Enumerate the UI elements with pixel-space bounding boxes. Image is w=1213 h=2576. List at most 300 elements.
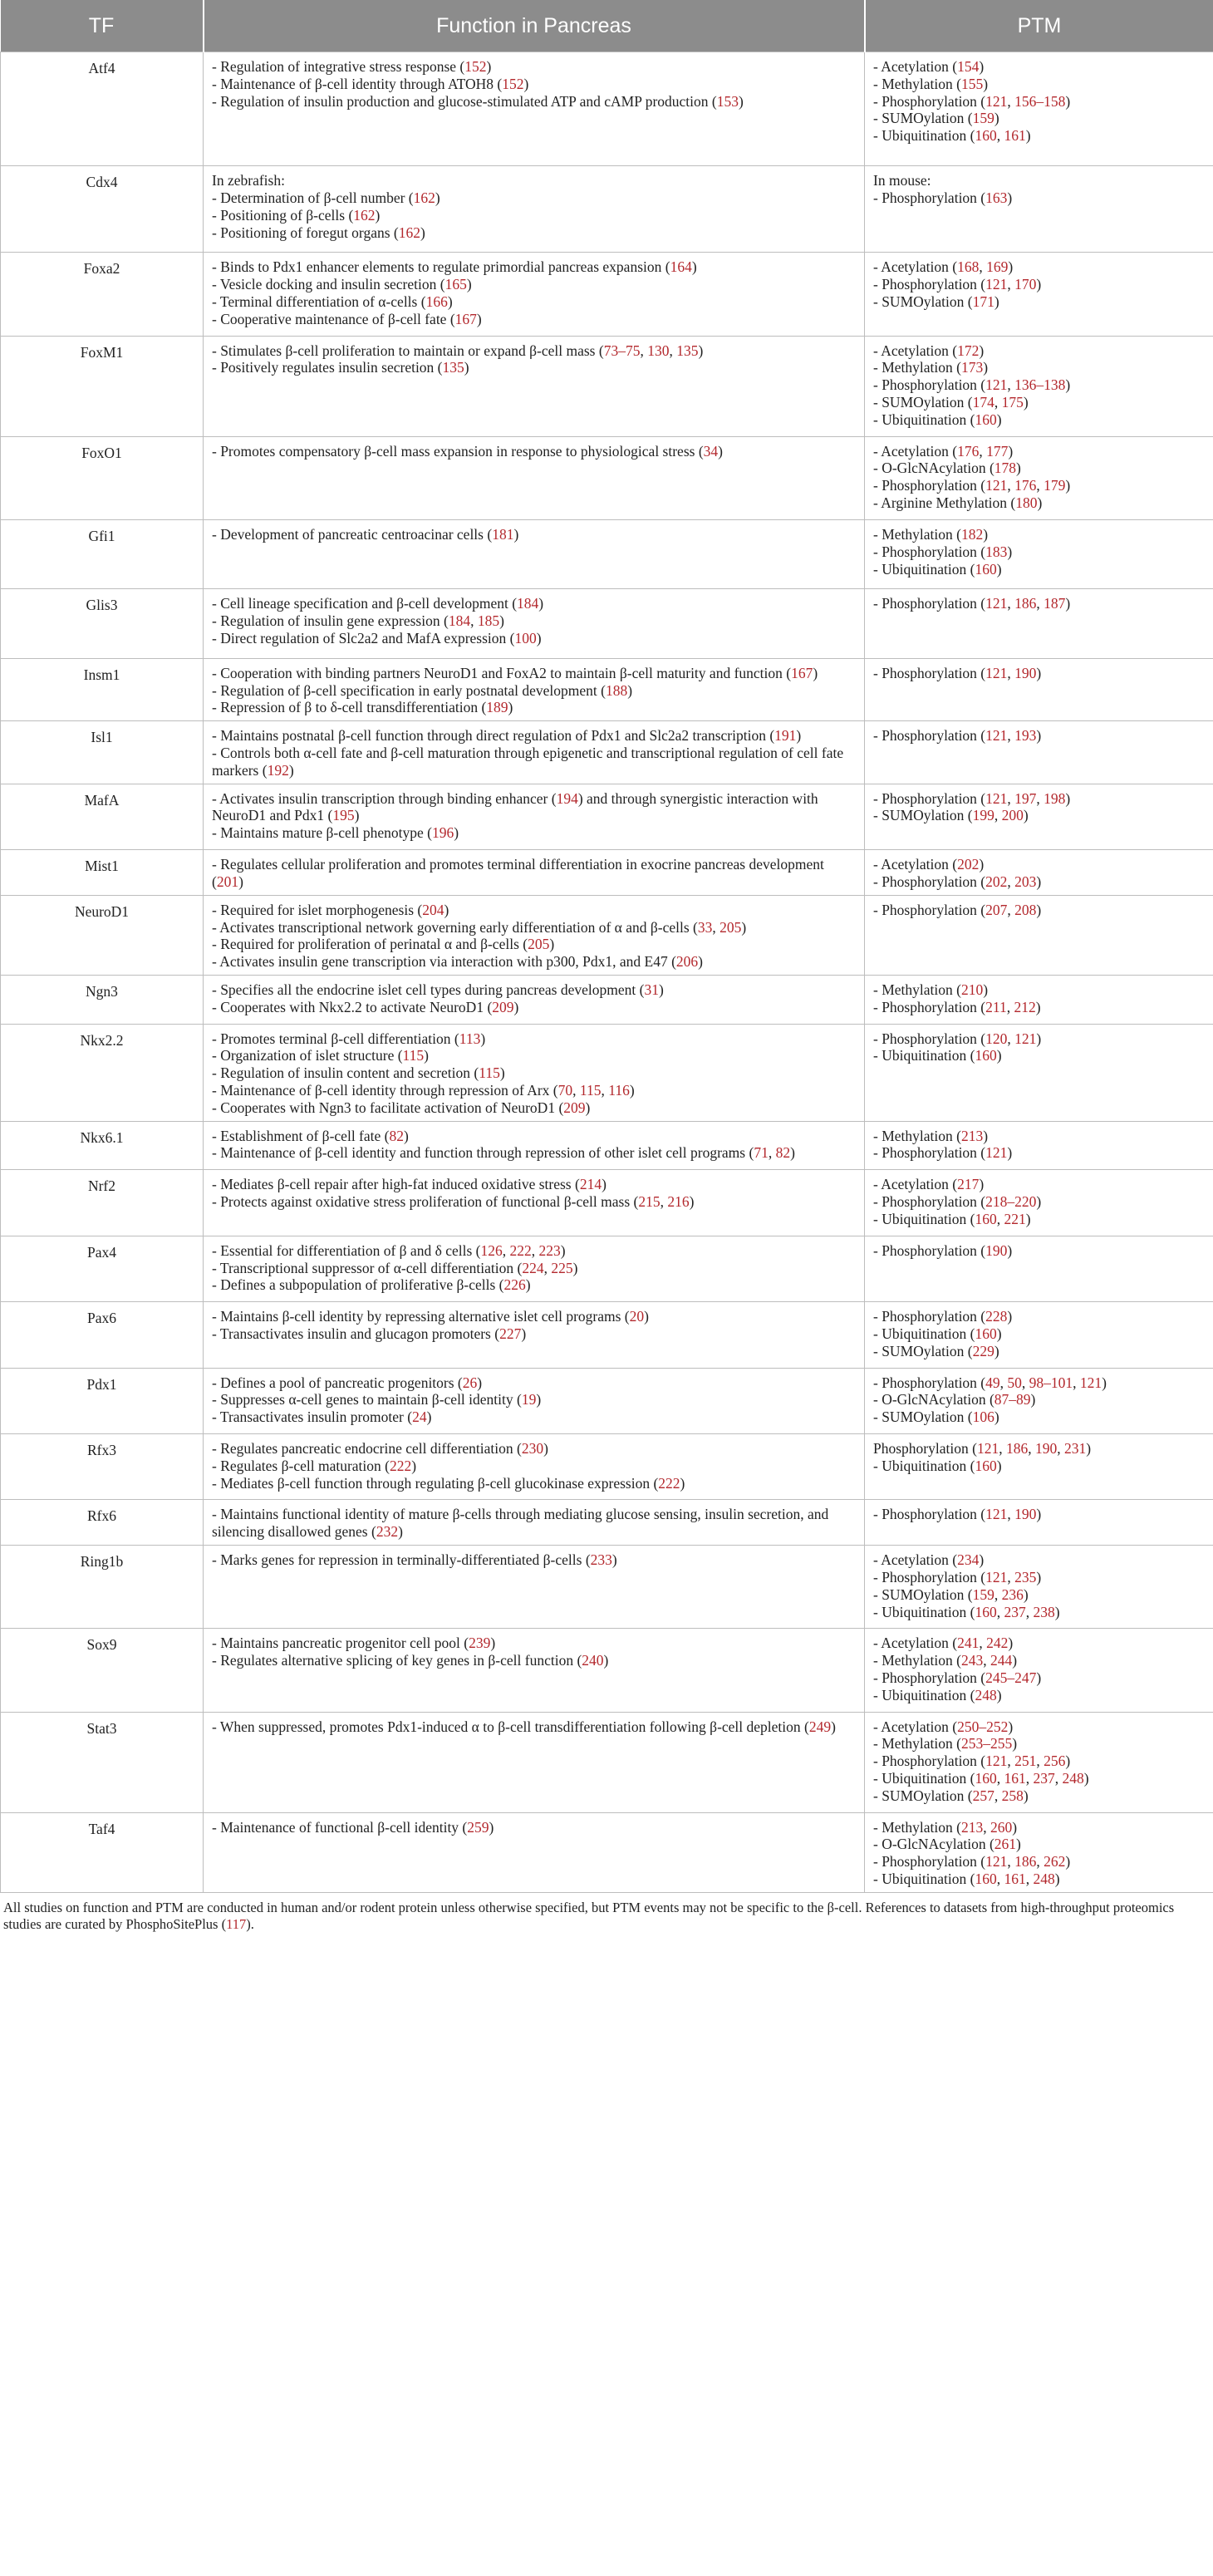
reference-link: 200 [1001, 807, 1024, 824]
text-segment: , [669, 342, 677, 359]
reference-link: 184 [517, 595, 539, 612]
table-row [1, 850, 1213, 896]
function-cell [204, 850, 865, 896]
text-segment: ) [1065, 595, 1071, 612]
text-segment: ) [996, 410, 1002, 428]
text-segment: - Defines a pool of pancreatic progenitors ( [212, 1374, 463, 1391]
reference-link: 34 [703, 442, 719, 460]
reference-link: 169 [986, 258, 1009, 276]
reference-link: 244 [990, 1652, 1013, 1669]
text-segment: ) [426, 1408, 432, 1426]
text-segment: - Methylation ( [873, 525, 961, 543]
function-cell [204, 895, 865, 975]
text-segment: - Phosphorylation ( [873, 789, 986, 807]
function-item [212, 189, 856, 207]
reference-link: 116 [608, 1082, 630, 1099]
function-item [212, 207, 856, 224]
ptm-item [873, 807, 1205, 824]
ptm-item [873, 258, 1205, 276]
text-segment: - Defines a subpopulation of proliferative β-cells ( [212, 1276, 504, 1294]
text-segment: ) [994, 293, 999, 310]
reference-link: 176 [957, 442, 980, 460]
text-segment: ) [543, 1440, 548, 1457]
text-segment: - Phosphorylation ( [873, 1374, 986, 1391]
table-row [1, 336, 1213, 436]
function-item [212, 1242, 856, 1260]
text-segment: ) [994, 1408, 999, 1426]
reference-link: 229 [972, 1342, 994, 1359]
text-segment: ) [1065, 477, 1071, 494]
reference-link: 162 [353, 206, 376, 224]
ptm-item [873, 58, 1205, 76]
text-segment: ) [521, 1325, 527, 1342]
reference-link: 170 [1014, 276, 1037, 293]
function-item [212, 919, 856, 937]
ptm-cell [865, 895, 1213, 975]
text-segment: - Binds to Pdx1 enhancer elements to regulate primordial pancreas expansion ( [212, 258, 670, 276]
reference-link: 121 [985, 727, 1008, 745]
reference-link: 121 [985, 1144, 1008, 1162]
text-segment: - Regulation of β-cell specification in early postnatal development ( [212, 681, 606, 699]
reference-link: 190 [1014, 664, 1037, 681]
table-row [1, 519, 1213, 588]
function-item [212, 999, 856, 1016]
ptm-item [873, 526, 1205, 543]
reference-link: 202 [957, 856, 980, 873]
reference-link: 181 [492, 525, 514, 543]
text-segment: - Phosphorylation ( [873, 595, 986, 612]
reference-link: 152 [464, 58, 487, 75]
reference-link: 190 [1014, 1506, 1037, 1523]
text-segment: - Acetylation ( [873, 1551, 958, 1569]
table-row [1, 1546, 1213, 1629]
reference-link: 50 [1007, 1374, 1022, 1391]
function-cell [204, 1546, 865, 1629]
reference-link: 161 [1004, 127, 1026, 145]
reference-link: 121 [985, 276, 1008, 293]
text-segment: ) [996, 1047, 1002, 1064]
function-item [212, 790, 856, 825]
text-segment: - Ubiquitination ( [873, 1210, 975, 1227]
ptm-item [873, 1853, 1205, 1871]
table-row [1, 436, 1213, 519]
ptm-item [873, 1836, 1205, 1853]
ptm-item [873, 394, 1205, 411]
reference-link: 186 [1005, 1440, 1029, 1457]
text-segment: - Terminal differentiation of α-cells ( [212, 293, 426, 310]
reference-link: 130 [647, 342, 670, 359]
reference-link: 190 [985, 1241, 1008, 1259]
text-segment: - Methylation ( [873, 1735, 961, 1753]
reference-link: 240 [582, 1652, 604, 1669]
text-segment: - Phosphorylation ( [873, 901, 986, 918]
reference-link: 135 [676, 342, 699, 359]
tf-name-cell: Mist1 [1, 850, 204, 896]
text-segment: - Methylation ( [873, 1652, 961, 1669]
reference-link: 213 [960, 1818, 984, 1836]
text-segment: ) [831, 1718, 836, 1735]
tf-name-cell: Nkx6.1 [1, 1121, 204, 1170]
reference-link: 152 [502, 75, 524, 92]
text-segment: ) [983, 359, 989, 376]
reference-link: 100 [514, 629, 537, 646]
text-segment: - Arginine Methylation ( [873, 494, 1016, 512]
text-segment: - Activates insulin transcription through binding enhancer ( [212, 789, 557, 807]
ptm-item [873, 189, 1205, 207]
text-segment: ) [288, 761, 294, 779]
text-segment: , [1025, 1770, 1034, 1787]
text-segment: - Required for islet morphogenesis ( [212, 901, 423, 918]
reference-link: 159 [972, 1585, 994, 1603]
reference-link: 26 [462, 1374, 478, 1391]
tf-name-cell: Glis3 [1, 589, 204, 658]
text-segment: ) [536, 1391, 542, 1408]
reference-link: 237 [1004, 1603, 1026, 1620]
reference-link: 250–252 [957, 1718, 1009, 1735]
text-segment: ) [1023, 1585, 1029, 1603]
text-segment: - Promotes compensatory β-cell mass expansion in response to physiological stress ( [212, 442, 704, 460]
text-segment: - Repression of β to δ-cell transdifferentiation ( [212, 699, 487, 716]
text-segment: , [1025, 1603, 1034, 1620]
text-segment: , [1036, 1853, 1044, 1871]
tf-name-cell: Rfx3 [1, 1434, 204, 1500]
reference-link: 256 [1044, 1753, 1066, 1770]
reference-link: 249 [808, 1718, 832, 1735]
reference-link: 198 [1044, 789, 1066, 807]
reference-link: 234 [957, 1551, 980, 1569]
reference-link: 186 [1014, 1853, 1037, 1871]
reference-link: 113 [459, 1030, 481, 1047]
text-segment: - Regulation of integrative stress response ( [212, 58, 465, 75]
table-body [1, 52, 1213, 1893]
text-segment: , [1007, 1030, 1015, 1047]
text-segment: - Acetylation ( [873, 1718, 958, 1735]
ptm-item [873, 276, 1205, 293]
reference-link: 178 [994, 460, 1017, 477]
text-segment: ) [979, 58, 985, 75]
tf-name-cell: Pax6 [1, 1302, 204, 1368]
table-row [1, 784, 1213, 849]
ptm-item [873, 595, 1205, 612]
text-segment: ) [447, 293, 453, 310]
text-segment: - Acetylation ( [873, 342, 958, 359]
reference-link: 154 [957, 58, 980, 75]
text-segment: - Cooperative maintenance of β-cell fate ( [212, 310, 455, 327]
function-item [212, 359, 856, 376]
reference-link: 194 [556, 789, 578, 807]
text-segment: - Ubiquitination ( [873, 1325, 975, 1342]
function-item [212, 630, 856, 647]
text-segment: ) [560, 1241, 566, 1259]
text-segment: ) [1065, 1853, 1071, 1871]
text-segment: ) [1036, 873, 1042, 890]
reference-link: 160 [975, 1457, 997, 1474]
tf-name-cell: Isl1 [1, 721, 204, 784]
ptm-cell [865, 519, 1213, 588]
text-segment: ) [741, 918, 747, 936]
ptm-item [873, 727, 1205, 745]
reference-link: 121 [985, 789, 1008, 807]
text-segment: ) [1008, 1635, 1014, 1652]
text-segment: ) [1012, 1818, 1018, 1836]
function-item [212, 682, 856, 700]
reference-link: 203 [1014, 873, 1037, 890]
text-segment: ) [1036, 1030, 1042, 1047]
reference-link: 239 [469, 1635, 491, 1652]
reference-link: 160 [975, 1871, 997, 1888]
function-item [212, 824, 856, 842]
ptm-item [873, 1440, 1205, 1458]
reference-link: 136–138 [1014, 376, 1066, 394]
function-item [212, 172, 856, 189]
function-cell [204, 336, 865, 436]
text-segment: , [1007, 595, 1015, 612]
ptm-item [873, 1176, 1205, 1193]
function-cell [204, 975, 865, 1024]
reference-link: 160 [975, 410, 997, 428]
text-segment: , [1007, 92, 1015, 110]
text-segment: ) [996, 1686, 1002, 1703]
function-item [212, 1193, 856, 1211]
function-item [212, 1652, 856, 1669]
ptm-cell [865, 1712, 1213, 1812]
ptm-cell [865, 721, 1213, 784]
text-segment: In zebrafish: [212, 172, 285, 189]
text-segment: , [1007, 1568, 1015, 1585]
ptm-item [873, 93, 1205, 111]
reference-link: 160 [975, 1603, 997, 1620]
text-segment: ) [996, 1457, 1002, 1474]
text-segment: - Phosphorylation ( [873, 92, 986, 110]
reference-link: 216 [667, 1193, 690, 1211]
reference-link: 248 [1033, 1871, 1055, 1888]
text-segment: ) [476, 310, 482, 327]
reference-link: 248 [975, 1686, 997, 1703]
reference-link: 87–89 [994, 1391, 1031, 1408]
ptm-item [873, 1652, 1205, 1669]
reference-link: 161 [1004, 1871, 1026, 1888]
function-item [212, 1506, 856, 1541]
reference-link: 237 [1033, 1770, 1055, 1787]
text-segment: ) [1007, 1241, 1013, 1259]
header-tf: TF [1, 0, 204, 52]
ptm-item [873, 1718, 1205, 1736]
tf-name-cell: Ring1b [1, 1546, 204, 1629]
text-segment: ) [1065, 789, 1071, 807]
text-segment: - Cell lineage specification and β-cell development ( [212, 595, 518, 612]
text-segment: ) [403, 1127, 409, 1144]
tf-name-cell: FoxM1 [1, 336, 204, 436]
text-segment: ) [513, 525, 519, 543]
table-row [1, 52, 1213, 166]
function-item [212, 1551, 856, 1569]
text-segment: ) and through synergistic interaction with NeuroD1 and Pdx1 ( [212, 789, 818, 824]
text-segment: ) [1083, 1770, 1089, 1787]
text-segment: ) [1037, 494, 1043, 512]
text-segment: , [640, 342, 648, 359]
reference-link: 209 [563, 1099, 586, 1116]
reference-link: 175 [1001, 394, 1024, 410]
text-segment: , [1025, 1871, 1034, 1888]
text-segment: , [1021, 1374, 1029, 1391]
ptm-cell [865, 1121, 1213, 1170]
reference-link: 171 [972, 293, 994, 310]
text-segment: ) [1007, 1308, 1013, 1325]
reference-link: 242 [986, 1635, 1009, 1652]
text-segment: ) [689, 1193, 695, 1211]
text-segment: ) [983, 981, 989, 998]
text-segment: , [1007, 901, 1015, 918]
table-row [1, 166, 1213, 253]
text-segment: ) [435, 189, 440, 206]
function-item [212, 727, 856, 745]
text-segment: , [979, 442, 987, 460]
reference-link: 121 [985, 1753, 1008, 1770]
text-segment: ) [738, 92, 744, 110]
function-item [212, 612, 856, 630]
reference-link: 227 [499, 1325, 522, 1342]
reference-link: 164 [670, 258, 692, 276]
ptm-item [873, 359, 1205, 376]
ptm-item [873, 1408, 1205, 1426]
reference-link: 187 [1044, 595, 1066, 612]
reference-link: 176 [1014, 477, 1037, 494]
reference-link: 253–255 [960, 1735, 1013, 1753]
function-cell [204, 1170, 865, 1236]
ptm-item [873, 1193, 1205, 1211]
reference-link: 248 [1062, 1770, 1084, 1787]
reference-link: 196 [432, 824, 454, 842]
reference-link: 70 [557, 1082, 573, 1099]
text-segment: ) [454, 824, 459, 842]
text-segment: ) [1016, 460, 1021, 477]
table-row [1, 1500, 1213, 1546]
text-segment: ) [979, 1551, 985, 1569]
reference-link: 224 [522, 1259, 544, 1276]
text-segment: - Direct regulation of Slc2a2 and MafA expression ( [212, 629, 515, 646]
text-segment: , [1007, 276, 1015, 293]
text-segment: - Positively regulates insulin secretion ( [212, 359, 443, 376]
text-segment: ) [1054, 1603, 1060, 1620]
ptm-item [873, 1128, 1205, 1145]
text-segment: - SUMOylation ( [873, 1585, 973, 1603]
text-segment: ) [1036, 276, 1042, 293]
ptm-item [873, 1551, 1205, 1569]
text-segment: ) [513, 998, 519, 1015]
reference-link: 121 [985, 1506, 1008, 1523]
reference-link: 215 [638, 1193, 661, 1211]
text-segment: - Phosphorylation ( [873, 477, 986, 494]
text-segment: ) [466, 276, 472, 293]
reference-link: 202 [985, 873, 1008, 890]
reference-link: 251 [1014, 1753, 1037, 1770]
text-segment: , [768, 1144, 776, 1162]
ptm-cell [865, 1170, 1213, 1236]
function-item [212, 1260, 856, 1277]
reference-link: 179 [1044, 477, 1066, 494]
text-segment: - Acetylation ( [873, 1176, 958, 1193]
table-row [1, 1024, 1213, 1121]
text-segment: - Ubiquitination ( [873, 1457, 975, 1474]
text-segment: , [1007, 789, 1015, 807]
text-segment: ) [444, 901, 449, 918]
ptm-item [873, 902, 1205, 919]
reference-link: 226 [503, 1276, 526, 1294]
text-segment: , [994, 394, 1002, 410]
reference-link: 98–101 [1029, 1374, 1073, 1391]
text-segment: , [1007, 873, 1015, 890]
ptm-cell [865, 166, 1213, 253]
text-segment: ) [420, 224, 425, 241]
function-cell [204, 658, 865, 720]
text-segment: - Ubiquitination ( [873, 1047, 975, 1064]
function-cell [204, 784, 865, 849]
reference-link: 71 [754, 1144, 769, 1162]
text-segment: ) [486, 58, 492, 75]
ptm-item [873, 1787, 1205, 1805]
text-segment: ) [611, 1551, 617, 1569]
text-segment: ) [375, 206, 381, 224]
text-segment: - Stimulates β-cell proliferation to maintain or expand β-cell mass ( [212, 342, 604, 359]
text-segment: , [994, 1585, 1002, 1603]
ptm-item [873, 1604, 1205, 1621]
text-segment: , [712, 918, 720, 936]
reference-link: 192 [267, 761, 289, 779]
text-segment: - Acetylation ( [873, 58, 958, 75]
text-segment: ) [1025, 1210, 1031, 1227]
reference-link: 115 [402, 1047, 425, 1064]
function-item [212, 1440, 856, 1458]
text-segment: - When suppressed, promotes Pdx1-induced α to β-cell transdifferentiation following β-cell depletion ( [212, 1718, 809, 1735]
ptm-item [873, 1569, 1205, 1586]
reference-link: 117 [226, 1916, 247, 1933]
text-segment: ) [489, 1818, 494, 1836]
text-segment: ) [1036, 1193, 1042, 1211]
ptm-cell [865, 253, 1213, 336]
text-segment: - Phosphorylation ( [873, 376, 986, 394]
text-segment: ) [1008, 442, 1014, 460]
text-segment: - Ubiquitination ( [873, 1770, 975, 1787]
function-item [212, 981, 856, 999]
function-item [212, 93, 856, 111]
reference-link: 120 [985, 1030, 1008, 1047]
reference-link: 236 [1001, 1585, 1024, 1603]
function-item [212, 665, 856, 682]
text-segment: , [1028, 1440, 1035, 1457]
ptm-item [873, 443, 1205, 460]
text-segment: ) [1036, 1568, 1042, 1585]
text-segment: ) [1065, 92, 1071, 110]
text-segment: , [1007, 1853, 1015, 1871]
ptm-item [873, 981, 1205, 999]
function-cell [204, 1500, 865, 1546]
text-segment: - Maintenance of β-cell identity and function through repression of other islet cell programs ( [212, 1144, 754, 1162]
text-segment: ) [629, 1082, 635, 1099]
text-segment: - Phosphorylation ( [873, 1568, 986, 1585]
tf-name-cell: Pax4 [1, 1236, 204, 1301]
function-item [212, 311, 856, 328]
ptm-item [873, 1687, 1205, 1704]
function-item [212, 1064, 856, 1082]
table-footnote [3, 1900, 1208, 1933]
ptm-item [873, 543, 1205, 561]
reference-link: 233 [590, 1551, 612, 1569]
text-segment: ) [1036, 727, 1042, 745]
text-segment: - Maintenance of β-cell identity through ATOH8 ( [212, 75, 503, 92]
function-item [212, 293, 856, 311]
reference-link: 212 [1014, 998, 1036, 1015]
text-segment: , [572, 1082, 580, 1099]
